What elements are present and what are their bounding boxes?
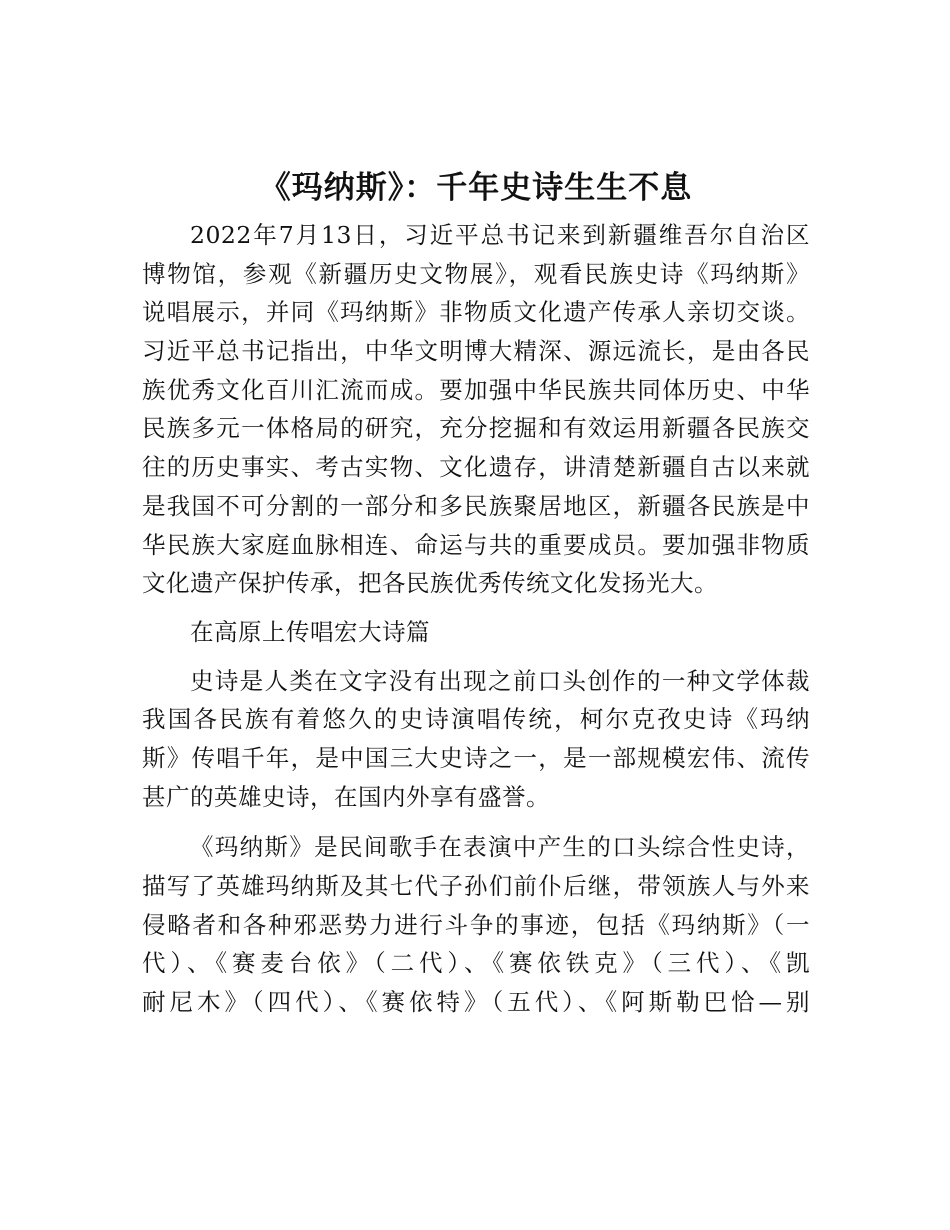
paragraph-line: 博物馆，参观《新疆历史文物展》，观看民族史诗《玛纳斯》 — [142, 259, 810, 288]
paragraph-line: 是我国不可分割的一部分和多民族聚居地区，新疆各民族是中 — [142, 491, 810, 520]
paragraph-line: 2022年7月13日，习近平总书记来到新疆维吾尔自治区 — [190, 221, 810, 249]
document-page — [142, 168, 810, 1022]
paragraph-line: 耐尼木》（四代）、《赛依特》（五代）、《阿斯勒巴恰—别 — [142, 988, 810, 1017]
paragraph-line: 斯》传唱千年，是中国三大史诗之一，是一部规模宏伟、流传 — [142, 743, 810, 772]
paragraph-line: 族优秀文化百川汇流而成。要加强中华民族共同体历史、中华 — [142, 375, 810, 404]
paragraph-line: 代）、《赛麦台依》（二代）、《赛依铁克》（三代）、《凯 — [142, 949, 810, 978]
paragraph-line: 华民族大家庭血脉相连、命运与共的重要成员。要加强非物质 — [142, 530, 810, 559]
section-heading-text: 在高原上传唱宏大诗篇 — [190, 617, 430, 646]
paragraph-line: 侵略者和各种邪恶势力进行斗争的事迹，包括《玛纳斯》（一 — [142, 910, 810, 939]
paragraph-line: 习近平总书记指出，中华文明博大精深、源远流长，是由各民 — [142, 337, 810, 366]
page-title: 《玛纳斯》：千年史诗生生不息 — [259, 170, 693, 206]
paragraph-3 — [142, 828, 810, 1021]
paragraph-line: 民族多元一体格局的研究，充分挖掘和有效运用新疆各民族交 — [142, 414, 810, 443]
paragraph-line: 说唱展示，并同《玛纳斯》非物质文化遗产传承人亲切交谈。 — [142, 298, 810, 327]
paragraph-2 — [142, 662, 810, 817]
paragraph-line: 往的历史事实、考古实物、文化遗存，讲清楚新疆自古以来就 — [142, 453, 810, 482]
section-heading — [142, 613, 810, 652]
paragraph-line: 《玛纳斯》是民间歌手在表演中产生的口头综合性史诗， — [190, 833, 810, 862]
paragraph-line: 甚广的英雄史诗，在国内外享有盛誉。 — [142, 782, 550, 811]
paragraph-line: 我国各民族有着悠久的史诗演唱传统，柯尔克孜史诗《玛纳 — [142, 705, 810, 734]
paragraph-line: 史诗是人类在文字没有出现之前口头创作的一种文学体裁 — [190, 666, 810, 695]
paragraph-line: 描写了英雄玛纳斯及其七代子孙们前仆后继，带领族人与外来 — [142, 872, 810, 900]
paragraph-line: 文化遗产保护传承，把各民族优秀传统文化发扬光大。 — [142, 569, 718, 598]
paragraph-1 — [142, 216, 810, 603]
